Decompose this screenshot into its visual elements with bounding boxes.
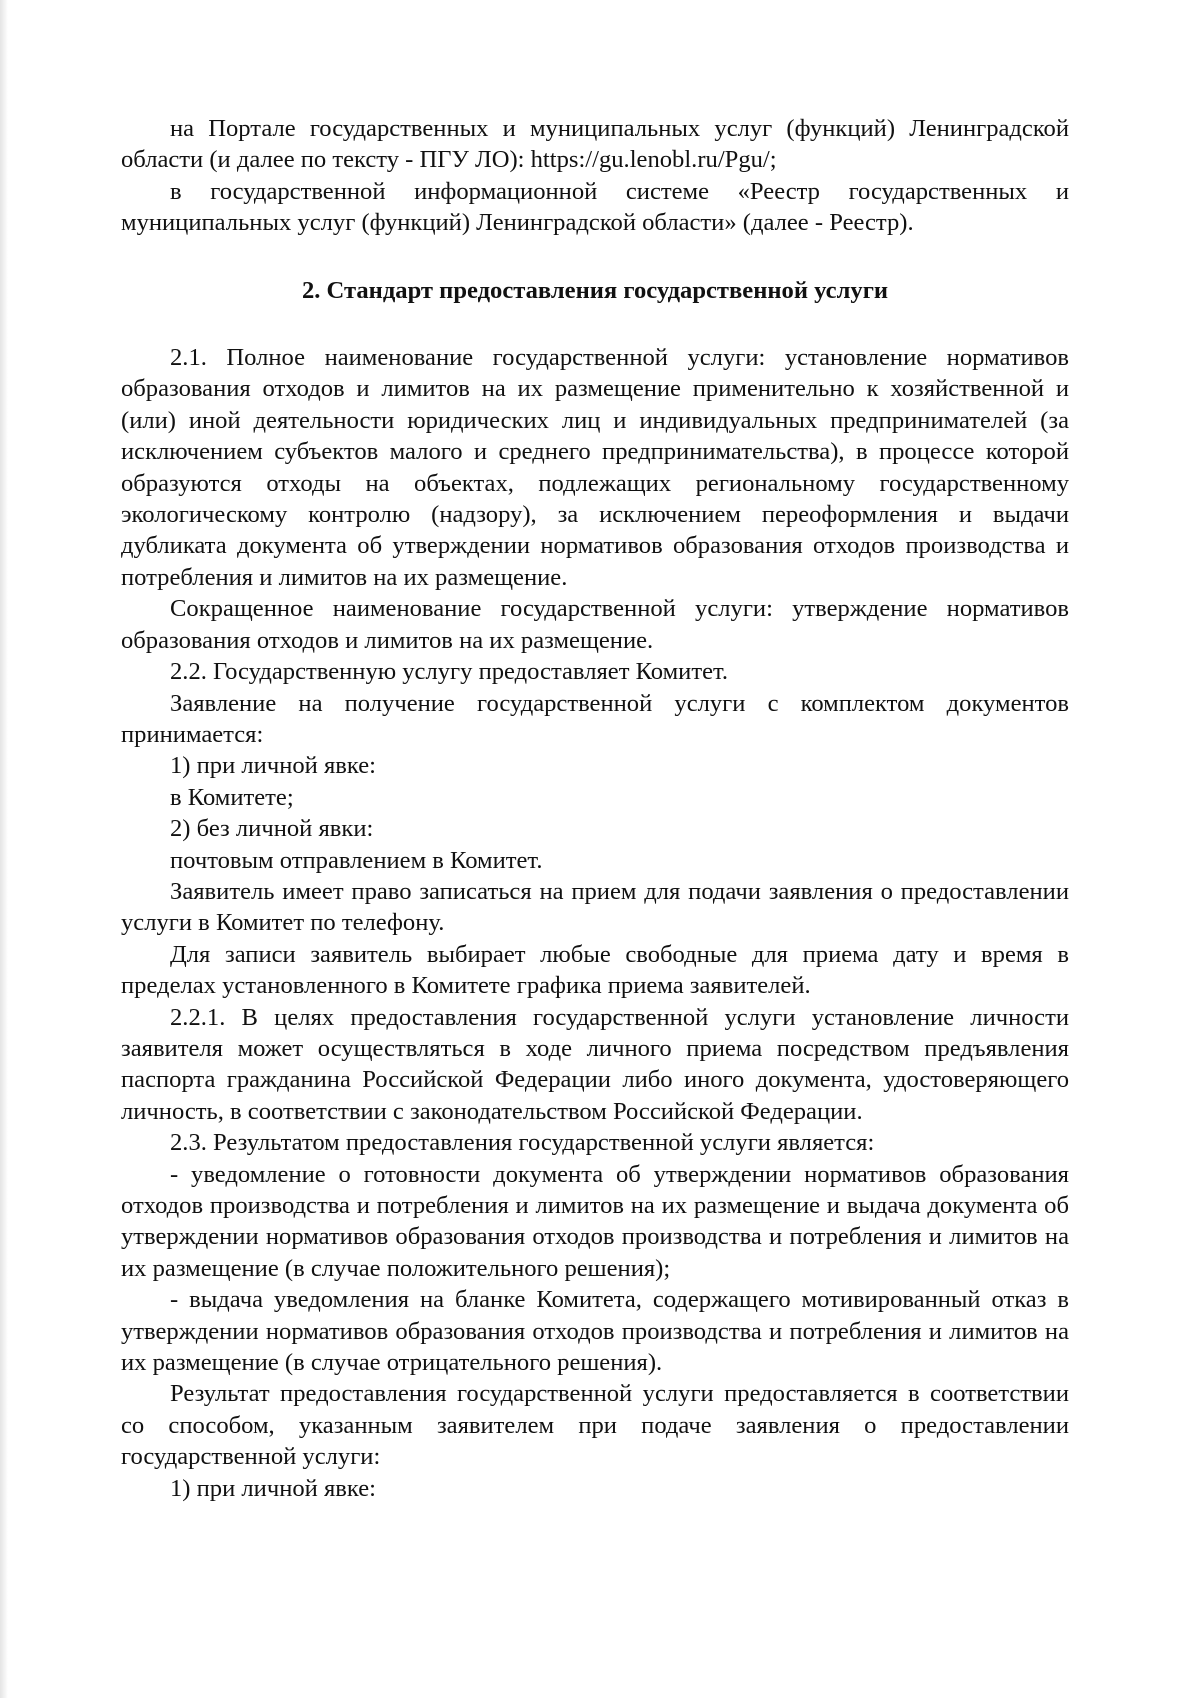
paragraph-result-delivery: Результат предоставления государственной услуги предоставляется в соответствии со способом, указанным заявителем при подаче заявления о предоставлении государственной услуги: — [121, 1380, 1069, 1471]
paragraph-phone-appointment: Заявитель имеет право записаться на прием для подачи заявления о предоставлении услуги в Комитет по телефону. — [121, 877, 1069, 937]
paragraph-in-person: 1) при личной явке: — [170, 752, 376, 780]
paragraph-short-name: Сокращенное наименование государственной услуги: утверждение нормативов образования отходов и лимитов на их размещение. — [121, 595, 1069, 654]
paragraph-2-2-1: 2.2.1. В целях предоставления государственной услуги установление личности заявителя может осуществляться в ходе личного приема посредством предъявления паспорта гражданина Российской Федерации либо иного документа, удостоверяющего личность, в соответствии с законодательством Российской Федерации. — [121, 1003, 1069, 1125]
paragraph-in-person-2: 1) при личной явке: — [170, 1474, 376, 1502]
paragraph-by-mail: почтовым отправлением в Комитет. — [170, 846, 543, 874]
paragraph-application: Заявление на получение государственной услуги с комплектом документов принимается: — [121, 689, 1069, 748]
paragraph-remote: 2) без личной явки: — [170, 815, 374, 843]
paragraph-2-2: 2.2. Государственную услугу предоставляет Комитет. — [170, 658, 729, 686]
paragraph-portal: на Портале государственных и муниципальных услуг (функций) Ленинградской области (и далее по тексту - ПГУ ЛО): https://gu.lenobl.ru/Pgu/; — [121, 115, 1069, 174]
scan-edge-shadow — [0, 0, 8, 1698]
paragraph-result-negative: - выдача уведомления на бланке Комитета, содержащего мотивированный отказ в утверждении нормативов образования отходов производства и потребления и лимитов на их размещение (в случае отрицательного решения). — [121, 1286, 1069, 1377]
paragraph-2-1: 2.1. Полное наименование государственной услуги: установление нормативов образования отходов и лимитов на их размещение применительно к хозяйственной и (или) иной деятельности юридических лиц и индивидуальных предпринимателей (за исключением субъектов малого и среднего предпринимательства), в процессе которой образуются отходы на объектах, подлежащих региональному государственному экологическому контролю (надзору), за исключением переоформления и выдачи дубликата документа об утверждении нормативов образования отходов производства и потребления и лимитов на их размещение. — [121, 344, 1069, 591]
paragraph-at-committee: в Комитете; — [170, 783, 294, 811]
section-heading: 2. Стандарт предоставления государственной услуги — [301, 276, 889, 304]
paragraph-result-positive: - уведомление о готовности документа об утверждении нормативов образования отходов производства и потребления и лимитов на их размещение и выдача документа об утверждении нормативов образования отходов производства и потребления и лимитов на их размещение (в случае положительного решения); — [121, 1160, 1069, 1282]
paragraph-schedule: Для записи заявитель выбирает любые свободные для приема дату и время в пределах установленного в Комитете графика приема заявителей. — [121, 940, 1069, 1000]
paragraph-registry: в государственной информационной системе «Реестр государственных и муниципальных услуг (функций) Ленинградской области» (далее - Реестр). — [121, 177, 1069, 237]
paragraph-2-3: 2.3. Результатом предоставления государственной услуги является: — [170, 1129, 875, 1157]
document-body — [121, 113, 1069, 1504]
